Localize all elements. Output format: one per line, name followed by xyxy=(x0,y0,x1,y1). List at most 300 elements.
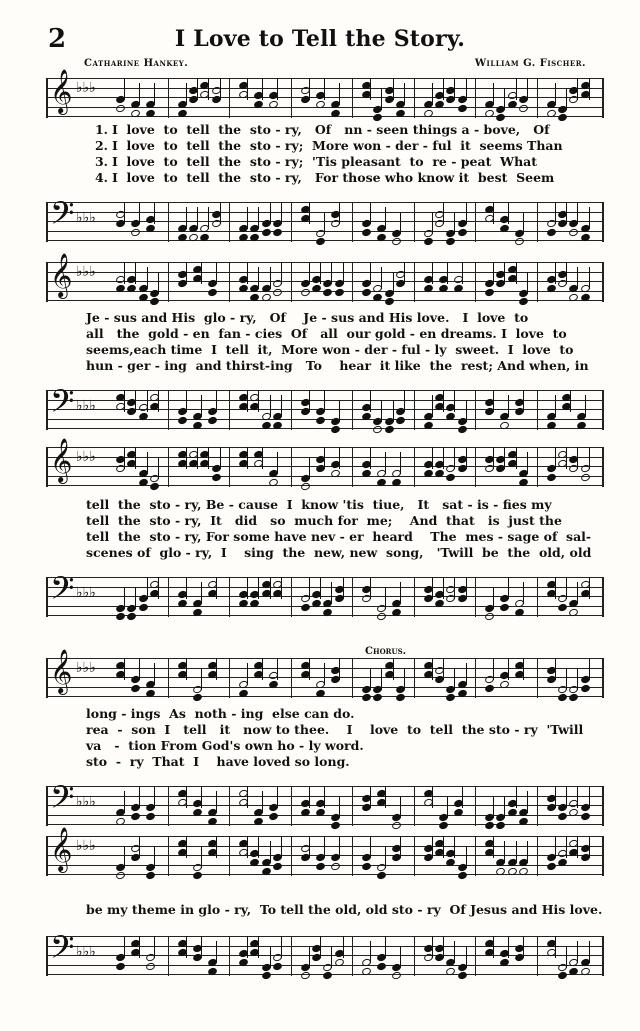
note-stem xyxy=(158,457,159,479)
note-stem xyxy=(466,663,467,685)
note-stem xyxy=(124,791,125,813)
note-head xyxy=(499,421,510,431)
note-stem xyxy=(124,587,125,609)
note-head xyxy=(238,283,249,293)
note-stem xyxy=(527,78,528,100)
barline xyxy=(291,936,292,976)
notes-area xyxy=(106,78,598,118)
note-stem xyxy=(370,202,371,224)
note-stem xyxy=(508,577,509,599)
note-stem xyxy=(589,267,590,289)
barline xyxy=(291,390,292,430)
note-head xyxy=(423,109,434,119)
staff-end-line xyxy=(602,262,604,302)
note-stem xyxy=(309,262,310,284)
note-stem xyxy=(270,577,271,599)
lyric-line xyxy=(86,529,594,545)
note-stem xyxy=(493,447,494,469)
note-stem xyxy=(343,262,344,284)
note-stem xyxy=(124,78,125,100)
barline xyxy=(414,202,415,242)
barline xyxy=(414,836,415,876)
note-head xyxy=(330,821,341,831)
note-head xyxy=(238,689,249,699)
note-stem xyxy=(186,658,187,680)
note-stem xyxy=(589,577,590,599)
barline xyxy=(475,78,476,118)
lyric-line xyxy=(86,722,594,738)
barline xyxy=(414,78,415,118)
barline xyxy=(291,577,292,617)
note-stem xyxy=(258,836,259,858)
note-stem xyxy=(432,658,433,680)
notes-area xyxy=(106,836,598,876)
key-signature-flats-icon: ♭♭♭ xyxy=(76,264,96,280)
note-head xyxy=(330,109,341,119)
barline xyxy=(414,447,415,487)
note-stem xyxy=(516,447,517,469)
note-stem xyxy=(247,207,248,229)
barline xyxy=(229,658,230,698)
note-head xyxy=(499,957,510,967)
bass-staff xyxy=(46,929,604,976)
note-stem xyxy=(508,658,509,680)
note-head xyxy=(391,608,402,618)
notes-area xyxy=(106,447,598,487)
staff-start-line xyxy=(46,786,48,826)
note-stem xyxy=(216,390,217,412)
note-stem xyxy=(443,658,444,680)
note-stem xyxy=(208,207,209,229)
note-stem xyxy=(216,836,217,858)
note-stem xyxy=(493,796,494,818)
note-stem xyxy=(432,836,433,858)
note-head xyxy=(311,598,322,608)
barline xyxy=(229,78,230,118)
note-head xyxy=(249,598,260,608)
note-stem xyxy=(577,78,578,100)
note-stem xyxy=(566,668,567,690)
barline xyxy=(352,78,353,118)
note-stem xyxy=(443,78,444,100)
note-head xyxy=(384,297,395,307)
notes-area xyxy=(106,390,598,430)
note-stem xyxy=(324,390,325,412)
note-stem xyxy=(339,83,340,105)
note-stem xyxy=(247,262,248,284)
lyric-line xyxy=(86,902,603,918)
note-stem xyxy=(589,786,590,808)
barline xyxy=(229,836,230,876)
note-stem xyxy=(370,836,371,858)
note-stem xyxy=(523,582,524,604)
lyrics-block xyxy=(86,122,594,186)
note-stem xyxy=(454,212,455,234)
note-head xyxy=(514,237,525,247)
staff-end-line xyxy=(602,390,604,430)
note-stem xyxy=(555,577,556,599)
note-head xyxy=(238,233,249,243)
note-stem xyxy=(258,936,259,958)
hymn-title: I Love to Tell the Story. xyxy=(174,26,466,52)
note-stem xyxy=(197,447,198,469)
note-stem xyxy=(385,207,386,229)
note-head xyxy=(300,603,311,613)
note-head xyxy=(130,228,141,238)
note-stem xyxy=(370,577,371,599)
note-stem xyxy=(555,395,556,417)
note-head xyxy=(507,867,518,877)
notes-area xyxy=(106,202,598,242)
note-stem xyxy=(154,202,155,224)
note-stem xyxy=(577,836,578,858)
note-head xyxy=(330,862,341,872)
note-stem xyxy=(589,941,590,963)
note-stem xyxy=(247,786,248,808)
barline xyxy=(291,658,292,698)
note-stem xyxy=(589,78,590,100)
note-stem xyxy=(124,846,125,868)
note-head xyxy=(272,228,283,238)
notes-area xyxy=(106,786,598,826)
note-stem xyxy=(566,577,567,599)
note-head xyxy=(518,478,529,488)
note-stem xyxy=(201,262,202,284)
note-head xyxy=(546,862,557,872)
note-stem xyxy=(555,786,556,808)
barline xyxy=(352,390,353,430)
note-head xyxy=(518,867,529,877)
note-head xyxy=(434,99,445,109)
barline xyxy=(168,262,169,302)
note-head xyxy=(361,862,372,872)
note-head xyxy=(126,283,137,293)
note-stem xyxy=(493,658,494,680)
lyric-text: long - ings As noth - ing else can do. xyxy=(86,706,355,721)
note-stem xyxy=(516,78,517,100)
note-stem xyxy=(508,395,509,417)
verse-number: 2. xyxy=(94,138,108,153)
lyric-text: scenes of glo - ry, I sing the new, new song, 'Twill be the old, old xyxy=(86,545,592,560)
note-stem xyxy=(523,212,524,234)
note-head xyxy=(330,425,341,435)
note-stem xyxy=(208,78,209,100)
lyric-line xyxy=(86,738,594,754)
verse-number: 1. xyxy=(94,122,108,137)
note-stem xyxy=(447,796,448,818)
note-stem xyxy=(309,457,310,479)
barline xyxy=(168,658,169,698)
key-signature-flats-icon: ♭♭♭ xyxy=(76,80,96,96)
note-head xyxy=(130,684,141,694)
key-signature-flats-icon: ♭♭♭ xyxy=(76,660,96,676)
note-stem xyxy=(270,267,271,289)
barline xyxy=(537,78,538,118)
note-stem xyxy=(186,936,187,958)
note-head xyxy=(514,608,525,618)
barline xyxy=(475,836,476,876)
note-head xyxy=(361,288,372,298)
note-head xyxy=(372,293,383,303)
note-stem xyxy=(135,587,136,609)
note-head xyxy=(423,468,434,478)
note-stem xyxy=(566,447,567,469)
note-stem xyxy=(454,836,455,858)
note-stem xyxy=(309,390,310,412)
note-stem xyxy=(577,941,578,963)
staff-end-line xyxy=(602,447,604,487)
lyric-text: I love to tell the sto - ry; More won - der - ful it seems Than xyxy=(112,138,563,153)
lyric-line xyxy=(86,310,594,326)
note-head xyxy=(272,421,283,431)
note-head xyxy=(207,288,218,298)
note-stem xyxy=(577,582,578,604)
note-head xyxy=(495,113,506,123)
note-head xyxy=(268,812,279,822)
note-head xyxy=(423,237,434,247)
bass-clef-icon: 𝄢 xyxy=(50,570,75,614)
lyric-line xyxy=(86,138,594,154)
lyric-text: hun - ger - ing and thirst-ing To hear it like the rest; And when, in xyxy=(86,358,589,373)
note-stem xyxy=(135,262,136,284)
note-stem xyxy=(309,202,310,224)
note-stem xyxy=(339,202,340,224)
note-stem xyxy=(277,78,278,100)
note-stem xyxy=(281,936,282,958)
barline xyxy=(229,936,230,976)
note-stem xyxy=(216,262,217,284)
note-stem xyxy=(527,791,528,813)
lyric-text: I love to tell the sto - ry, Of nn - seen things a - bove, Of xyxy=(112,122,550,137)
note-head xyxy=(334,288,345,298)
note-stem xyxy=(258,390,259,412)
note-head xyxy=(568,228,579,238)
note-head xyxy=(453,283,464,293)
note-stem xyxy=(309,577,310,599)
note-stem xyxy=(508,936,509,958)
barline xyxy=(414,577,415,617)
note-head xyxy=(568,693,579,703)
barline xyxy=(475,262,476,302)
note-stem xyxy=(324,212,325,234)
note-stem xyxy=(258,577,259,599)
staff-start-line xyxy=(46,390,48,430)
note-head xyxy=(457,104,468,114)
note-stem xyxy=(566,262,567,284)
note-head xyxy=(330,468,341,478)
note-stem xyxy=(493,83,494,105)
note-head xyxy=(445,237,456,247)
note-head xyxy=(372,113,383,123)
note-head xyxy=(249,857,260,867)
staff-start-line xyxy=(46,658,48,698)
bass-clef-icon: 𝄢 xyxy=(50,383,75,427)
lyric-line xyxy=(86,154,594,170)
barline xyxy=(352,577,353,617)
note-head xyxy=(580,473,591,483)
note-stem xyxy=(432,577,433,599)
note-stem xyxy=(135,447,136,469)
lyric-text: I love to tell the sto - ry; 'Tis pleasant to re - peat What xyxy=(112,154,538,169)
lyric-text: I love to tell the sto - ry, For those who know it best Seem xyxy=(112,170,555,185)
barline xyxy=(291,836,292,876)
note-head xyxy=(130,109,141,119)
page-number: 2 xyxy=(48,24,67,54)
note-stem xyxy=(124,202,125,224)
note-stem xyxy=(370,786,371,808)
note-head xyxy=(395,693,406,703)
note-stem xyxy=(258,267,259,289)
note-stem xyxy=(186,447,187,469)
note-stem xyxy=(447,262,448,284)
lyrics-block xyxy=(86,497,594,561)
note-stem xyxy=(570,390,571,412)
note-stem xyxy=(493,587,494,609)
note-stem xyxy=(197,207,198,229)
note-stem xyxy=(158,272,159,294)
lyric-text: tell the sto - ry, For some have nev - er heard The mes - sage of sal- xyxy=(86,529,592,544)
note-head xyxy=(457,871,468,881)
note-stem xyxy=(443,936,444,958)
note-stem xyxy=(508,202,509,224)
note-stem xyxy=(454,390,455,412)
note-head xyxy=(361,693,372,703)
note-head xyxy=(145,962,156,972)
note-head xyxy=(546,228,557,238)
note-stem xyxy=(320,262,321,284)
lyric-line xyxy=(86,706,594,722)
note-stem xyxy=(135,390,136,412)
note-stem xyxy=(186,390,187,412)
note-stem xyxy=(566,786,567,808)
note-head xyxy=(376,612,387,622)
note-stem xyxy=(247,936,248,958)
note-head xyxy=(192,693,203,703)
barline xyxy=(537,577,538,617)
note-stem xyxy=(154,936,155,958)
note-head xyxy=(580,293,591,303)
note-stem xyxy=(381,267,382,289)
barline xyxy=(537,658,538,698)
note-stem xyxy=(158,390,159,412)
note-stem xyxy=(493,262,494,284)
note-stem xyxy=(432,447,433,469)
note-stem xyxy=(277,786,278,808)
note-stem xyxy=(186,83,187,105)
note-stem xyxy=(324,78,325,100)
note-head xyxy=(207,416,218,426)
note-stem xyxy=(201,668,202,690)
note-head xyxy=(145,871,156,881)
barline xyxy=(475,447,476,487)
note-stem xyxy=(201,846,202,868)
barline xyxy=(291,262,292,302)
note-stem xyxy=(247,78,248,100)
barline xyxy=(352,202,353,242)
note-stem xyxy=(527,272,528,294)
note-head xyxy=(457,971,468,981)
lyric-text: rea - son I tell it now to thee. I love to tell the sto - ry 'Twill xyxy=(86,722,584,737)
note-head xyxy=(253,99,264,109)
lyric-text: all the gold - en fan - cies Of all our gold - en dreams. I love to xyxy=(86,326,567,341)
lyric-text: seems,each time I tell it, More won - der - ful - ly sweet. I love to xyxy=(86,342,574,357)
note-stem xyxy=(343,936,344,958)
note-head xyxy=(272,288,283,298)
note-head xyxy=(391,971,402,981)
barline xyxy=(414,262,415,302)
note-stem xyxy=(432,395,433,417)
note-stem xyxy=(147,267,148,289)
note-stem xyxy=(566,202,567,224)
lyric-line xyxy=(86,358,594,374)
note-stem xyxy=(400,452,401,474)
note-stem xyxy=(158,577,159,599)
note-stem xyxy=(309,658,310,680)
note-stem xyxy=(577,267,578,289)
note-stem xyxy=(343,577,344,599)
note-stem xyxy=(154,663,155,685)
note-head xyxy=(546,109,557,119)
barline xyxy=(537,390,538,430)
note-stem xyxy=(262,791,263,813)
note-head xyxy=(376,962,387,972)
note-head xyxy=(557,603,568,613)
note-head xyxy=(580,233,591,243)
note-stem xyxy=(220,447,221,469)
note-head xyxy=(268,679,279,689)
note-head xyxy=(546,283,557,293)
note-head xyxy=(138,293,149,303)
staff-end-line xyxy=(602,202,604,242)
staff-end-line xyxy=(602,577,604,617)
note-stem xyxy=(589,836,590,858)
barline xyxy=(168,936,169,976)
note-stem xyxy=(381,400,382,422)
note-head xyxy=(384,425,395,435)
note-head xyxy=(238,598,249,608)
barline xyxy=(475,786,476,826)
note-head xyxy=(268,478,279,488)
note-stem xyxy=(454,577,455,599)
lyrics-block xyxy=(86,902,603,918)
note-stem xyxy=(454,447,455,469)
note-stem xyxy=(432,83,433,105)
note-stem xyxy=(504,447,505,469)
note-stem xyxy=(523,658,524,680)
note-stem xyxy=(466,846,467,868)
staff-start-line xyxy=(46,447,48,487)
bass-staff xyxy=(46,779,604,826)
note-stem xyxy=(216,658,217,680)
bass-clef-icon: 𝄢 xyxy=(50,195,75,239)
note-head xyxy=(188,233,199,243)
note-head xyxy=(445,473,456,483)
note-stem xyxy=(555,447,556,469)
barline xyxy=(414,390,415,430)
barline xyxy=(475,936,476,976)
note-stem xyxy=(197,78,198,100)
staff-start-line xyxy=(46,202,48,242)
note-stem xyxy=(147,452,148,474)
note-head xyxy=(199,233,210,243)
note-stem xyxy=(270,395,271,417)
note-head xyxy=(557,812,568,822)
note-head xyxy=(423,421,434,431)
note-stem xyxy=(493,936,494,958)
bass-staff xyxy=(46,195,604,242)
barline xyxy=(537,262,538,302)
note-head xyxy=(499,679,510,689)
